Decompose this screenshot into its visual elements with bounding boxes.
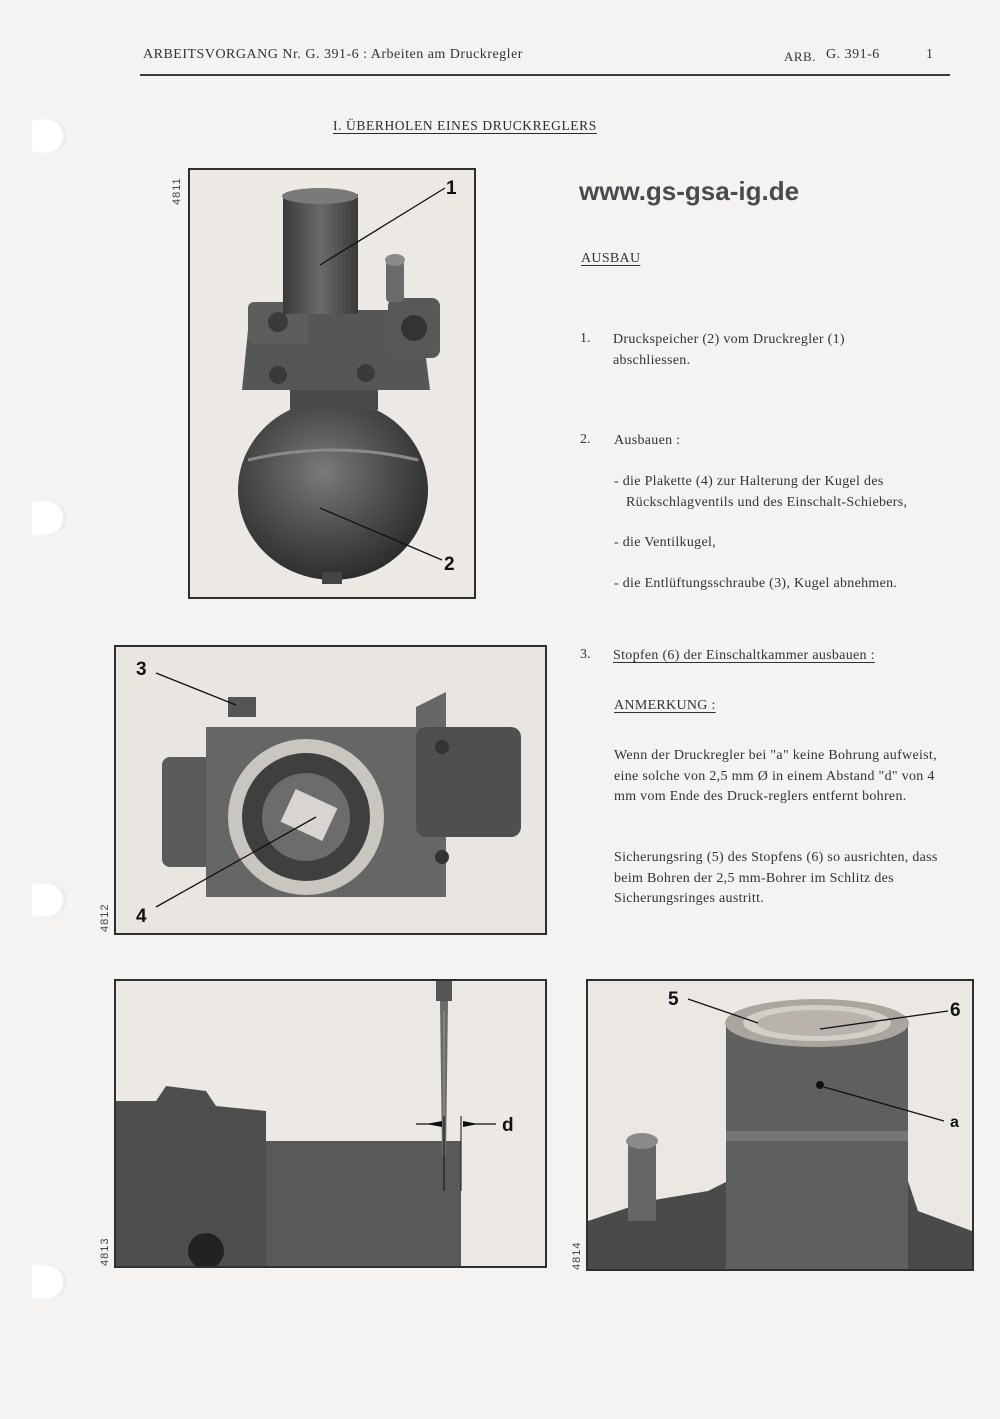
step-2-subitem: - die Plakette (4) zur Halterung der Kugel des Rückschlagventils und des Einschalt-Schiebers, (614, 474, 908, 510)
callout-4: 4 (136, 906, 147, 927)
plug-photo (588, 981, 972, 1269)
callout-3: 3 (136, 659, 147, 680)
step-2-text: Ausbauen : (614, 433, 681, 448)
anmerkung-paragraph: Sicherungsring (5) des Stopfens (6) so ausrichten, dass beim Bohren der 2,5 mm-Bohrer im Schlitz des Sicherungsringes austritt. (614, 850, 938, 906)
figure-regulator-top-view (114, 645, 547, 935)
regulator-top-photo (116, 647, 545, 933)
step-2-number: 2. (580, 432, 591, 447)
figure-drilling-distance (114, 979, 547, 1268)
figure-number: 4813 (99, 1237, 111, 1266)
ausbau-heading: AUSBAU (581, 251, 641, 266)
callout-d: d (502, 1115, 514, 1136)
section-title: I. ÜBERHOLEN EINES DRUCKREGLERS (333, 118, 597, 133)
callout-5: 5 (668, 989, 679, 1010)
callout-6: 6 (950, 1000, 961, 1021)
figure-number: 4811 (171, 177, 183, 205)
callout-2: 2 (444, 554, 455, 575)
header-arb: ARB. (784, 49, 816, 64)
callout-a: a (950, 1114, 959, 1131)
step-3-number: 3. (580, 647, 591, 662)
punch-hole (32, 1264, 66, 1300)
header-title: ARBEITSVORGANG Nr. G. 391-6 : Arbeiten am Druckregler (143, 47, 523, 62)
punch-hole (32, 500, 66, 536)
header-code: G. 391-6 (826, 47, 880, 62)
figure-pressure-regulator (188, 168, 476, 599)
step-3-text: Stopfen (6) der Einschaltkammer ausbauen : (613, 648, 875, 663)
callout-1: 1 (446, 178, 457, 199)
figure-number: 4814 (571, 1241, 583, 1270)
drilling-photo (116, 981, 545, 1266)
punch-hole (32, 118, 66, 154)
anmerkung-heading: ANMERKUNG : (614, 698, 716, 713)
step-1-number: 1. (580, 331, 591, 346)
anmerkung-paragraph: Wenn der Druckregler bei "a" keine Bohrung aufweist, eine solche von 2,5 mm Ø in einem Abstand "d" von 4 mm vom Ende des Druck-reglers entfernt bohren. (614, 748, 937, 804)
header-rule (140, 74, 950, 76)
pressure-regulator-photo (190, 170, 474, 597)
step-2-subitem: - die Entlüftungsschraube (3), Kugel abnehmen. (614, 576, 898, 591)
figure-plug-and-ring (586, 979, 974, 1271)
punch-hole (32, 882, 66, 918)
header-page-number: 1 (926, 47, 934, 62)
website-url: www.gs-gsa-ig.de (579, 176, 800, 206)
figure-number: 4812 (99, 903, 111, 932)
step-1-text: Druckspeicher (2) vom Druckregler (1) abschliessen. (613, 332, 845, 368)
step-2-subitem: - die Ventilkugel, (614, 535, 716, 550)
